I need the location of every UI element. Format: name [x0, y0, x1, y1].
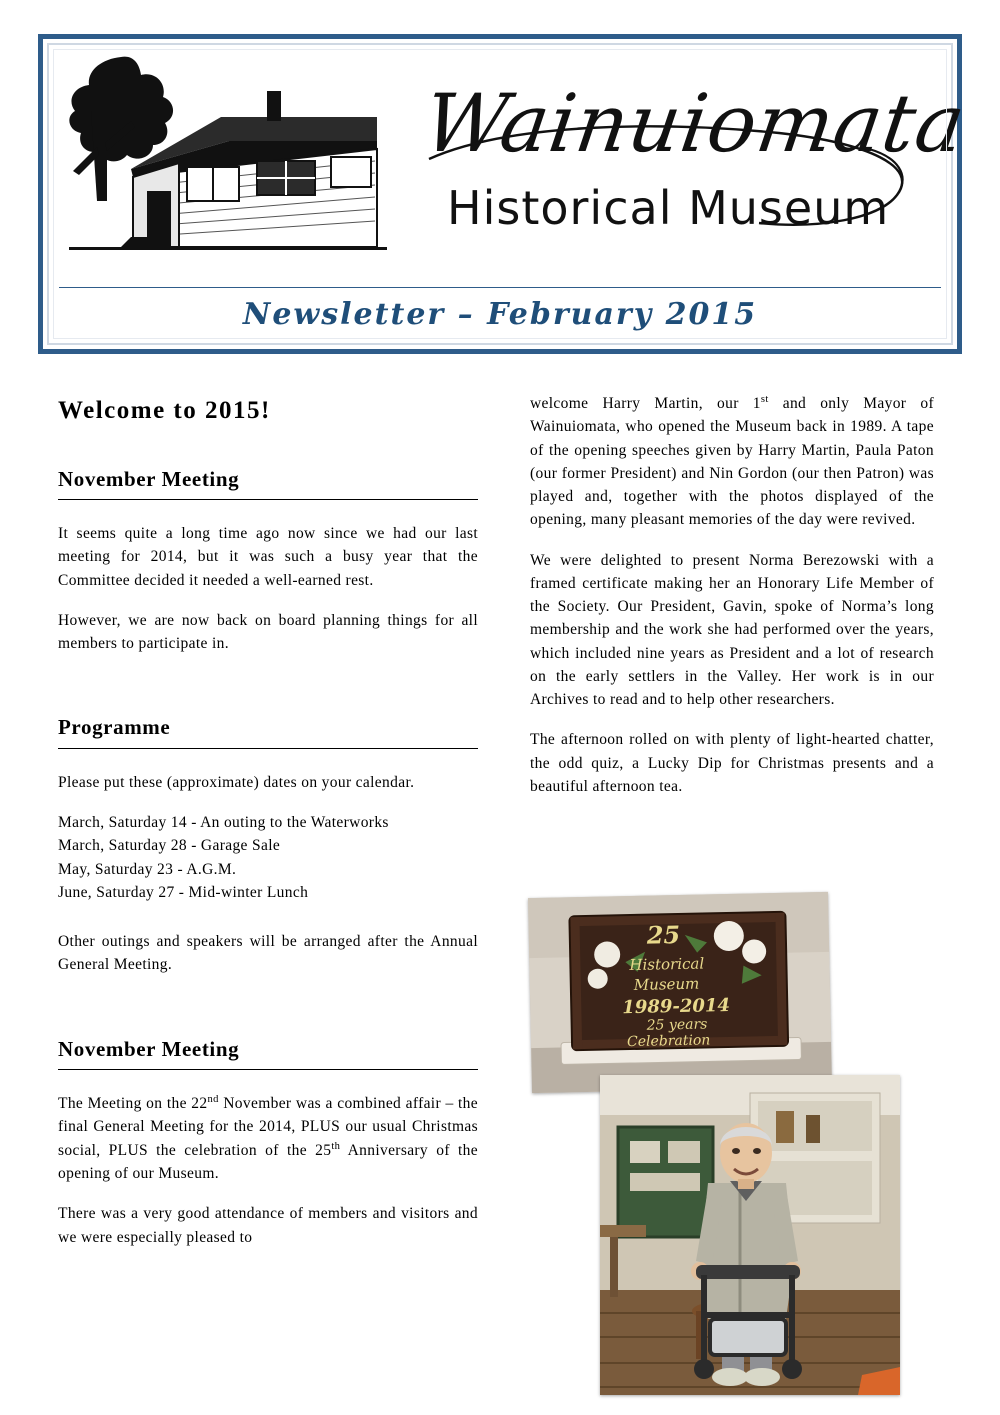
wordmark-line2: Historical Museum — [447, 181, 890, 235]
november-meeting-2-paragraph-1 — [58, 1092, 478, 1185]
ordinal-suffix: nd — [207, 1094, 219, 1105]
masthead-inner-border — [47, 43, 972, 345]
section-rule — [58, 499, 478, 500]
spacer — [58, 672, 478, 712]
november-meeting-1-paragraph-2: However, we are now back on board planning things for all members to participate in. — [58, 611, 478, 652]
programme-event-list — [58, 811, 478, 904]
museum-building-illustration-icon — [61, 51, 391, 283]
section-heading-november-meeting-1: November Meeting — [58, 466, 240, 491]
spacer — [58, 904, 478, 930]
svg-text:Historical: Historical — [629, 954, 705, 975]
programme-intro: Please put these (approximate) dates on your calendar. — [58, 773, 415, 791]
list-item: March, Saturday 28 - Garage Sale — [58, 837, 281, 855]
svg-text:1989-2014: 1989-2014 — [622, 994, 731, 1019]
section-heading-programme: Programme — [58, 715, 171, 740]
museum-wordmark — [399, 63, 972, 273]
ordinal-suffix: th — [331, 1140, 341, 1152]
november-meeting-2-paragraph-2: There was a very good attendance of members and visitors and we were especially pleased to — [58, 1205, 478, 1246]
masthead — [38, 34, 972, 354]
left-column — [58, 392, 478, 1266]
wordmark-line1: Wainuiomata — [418, 77, 972, 170]
section-rule — [58, 748, 478, 749]
right-column — [530, 392, 934, 815]
text-run: Anniversary of the opening of our Museum. — [58, 1141, 478, 1183]
text-run: The Meeting on the 22 — [58, 1095, 208, 1113]
svg-text:25: 25 — [646, 919, 681, 950]
svg-text:Museum: Museum — [633, 974, 700, 994]
spacer — [58, 994, 478, 1034]
masthead-divider — [59, 287, 941, 288]
list-item: June, Saturday 27 - Mid-winter Lunch — [58, 883, 309, 901]
newsletter-title: Newsletter – February 2015 — [242, 297, 758, 332]
section-heading-november-meeting-2: November Meeting — [58, 1036, 240, 1061]
list-item: May, Saturday 23 - A.G.M. — [58, 860, 237, 878]
right-paragraph-2: We were delighted to present Norma Berezowski with a framed certificate making her an Honorary Life Member of the Society. Our President, Gavin, spoke of Norma’s long membership and the work she had performed over the years, which included nine years as President and a lot of research on the early settlers in the Valley. Her work is in our Archives to read and to help other researchers. — [530, 551, 934, 709]
text-run: welcome Harry Martin, our 1 — [530, 395, 761, 413]
right-paragraph-3: The afternoon rolled on with plenty of light-hearted chatter, the odd quiz, a Lucky Dip for Christmas presents and a beautiful afternoon tea. — [530, 731, 934, 795]
svg-text:Celebration: Celebration — [626, 1032, 711, 1051]
anniversary-cake-photo — [528, 892, 832, 1093]
section-rule — [58, 1069, 478, 1070]
list-item: March, Saturday 14 - An outing to the Waterworks — [58, 814, 389, 831]
text-run: November was a combined affair – the final General Meeting for the 2014, PLUS our usual Christmas social, PLUS the celebration of the 25 — [58, 1095, 478, 1159]
right-paragraph-1 — [530, 392, 934, 532]
november-meeting-1-paragraph-1: It seems quite a long time ago now since we had our last meeting for 2014, but it was such a busy year that the Committee decided it needed a well-earned rest. — [58, 525, 478, 589]
welcome-heading: Welcome to 2015! — [58, 397, 271, 424]
ordinal-suffix: st — [760, 394, 769, 405]
member-with-walker-photo — [600, 1075, 900, 1395]
programme-outro: Other outings and speakers will be arranged after the Annual General Meeting. — [58, 933, 478, 974]
svg-text:25 years: 25 years — [646, 1016, 708, 1034]
text-run: and only Mayor of Wainuiomata, who opened the Museum back in 1989. A tape of the opening speeches given by Harry Martin, Paula Paton (our former President) and Nin Gordon (our then Patron) was played and, together with the photos displayed of the opening, many pleasant memories of the day were revived. — [530, 395, 934, 529]
